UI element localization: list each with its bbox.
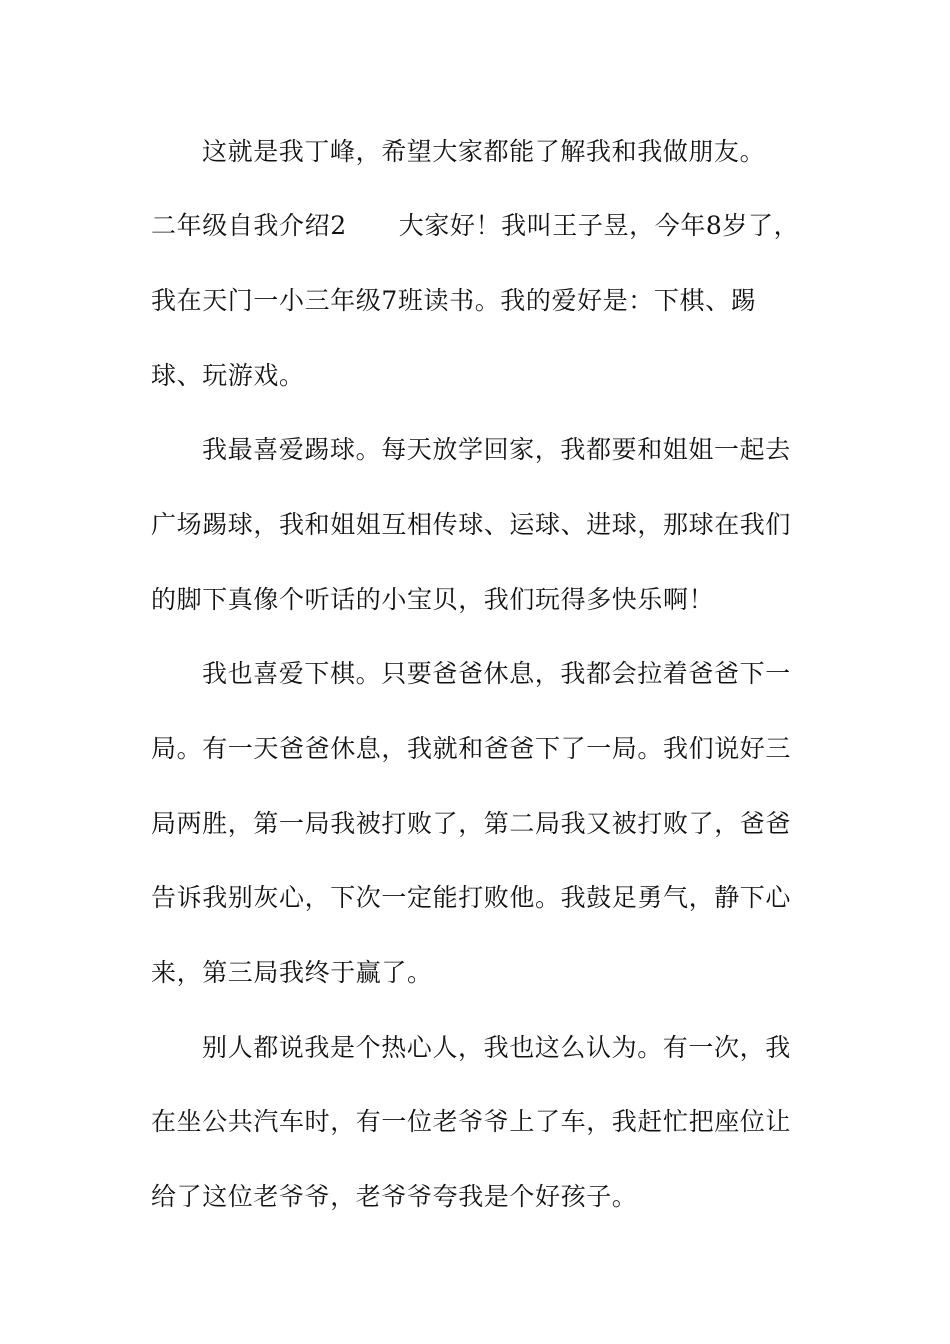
paragraph-line <box>151 210 811 242</box>
paragraph-line: 来，第三局我终于赢了。 <box>151 958 433 987</box>
paragraph-line: 的脚下真像个听话的小宝贝，我们玩得多快乐啊！ <box>151 585 715 614</box>
paragraph-line: 我在天门一小三年级7班读书。我的爱好是：下棋、踢 <box>151 286 757 315</box>
paragraph-line: 球、玩游戏。 <box>151 361 305 390</box>
paragraph-line: 广场踢球，我和姐姐互相传球、运球、进球，那球在我们 <box>151 510 792 539</box>
paragraph-line: 告诉我别灰心，下次一定能打败他。我鼓足勇气，静下心 <box>151 883 792 912</box>
paragraph-line: 我也喜爱下棋。只要爸爸休息，我都会拉着爸爸下一 <box>202 659 791 688</box>
paragraph-line: 别人都说我是个热心人，我也这么认为。有一次，我 <box>202 1033 791 1062</box>
paragraph-line: 给了这位老爷爷，老爷爷夸我是个好孩子。 <box>151 1182 638 1211</box>
paragraph-line: 局。有一天爸爸休息，我就和爸爸下了一局。我们说好三 <box>151 734 792 763</box>
paragraph-line: 我最喜爱踢球。每天放学回家，我都要和姐姐一起去 <box>202 435 791 464</box>
paragraph-line: 局两胜，第一局我被打败了，第二局我又被打败了，爸爸 <box>151 809 792 838</box>
paragraph-text: 大家好！我叫王子昱，今年8岁了， <box>398 211 800 240</box>
paragraph-line: 在坐公共汽车时，有一位老爷爷上了车，我赶忙把座位让 <box>151 1107 792 1136</box>
section-heading: 二年级自我介绍2 <box>151 211 347 240</box>
paragraph-line: 这就是我丁峰，希望大家都能了解我和我做朋友。 <box>202 137 766 166</box>
